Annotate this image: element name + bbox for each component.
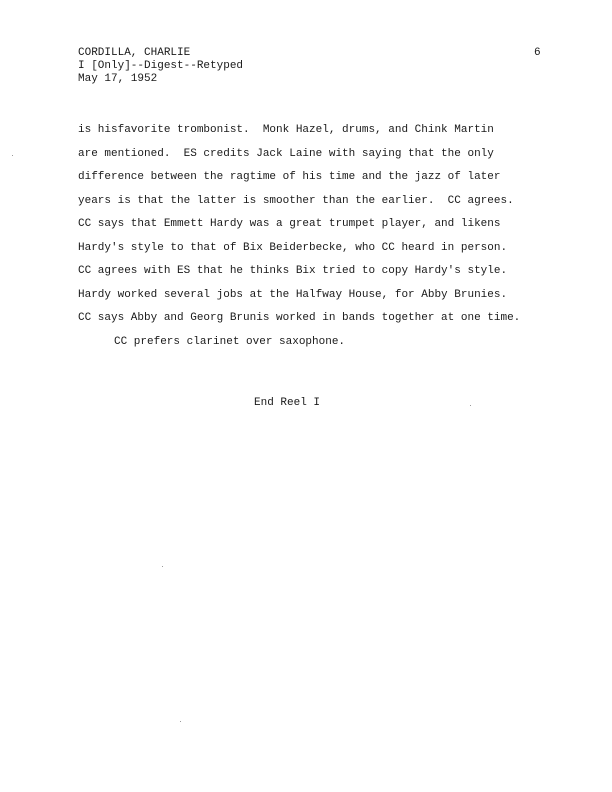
scan-speck <box>180 721 181 722</box>
end-reel-label: End Reel I <box>254 397 321 409</box>
body-line: CC agrees with ES that he thinks Bix tried to copy Hardy's style. <box>78 265 508 277</box>
body-line-indented: CC prefers clarinet over saxophone. <box>114 335 346 348</box>
body-line: years is that the latter is smoother than the earlier. CC agrees. <box>78 194 514 207</box>
body-line: is hisfavorite trombonist. Monk Hazel, drums, and Chink Martin <box>78 124 494 136</box>
body-line: Hardy worked several jobs at the Halfway House, for Abby Brunies. <box>78 288 508 301</box>
interview-date: May 17, 1952 <box>78 73 158 85</box>
document-header <box>78 47 243 86</box>
body-line: Hardy's style to that of Bix Beiderbecke, who CC heard in person. <box>78 241 508 254</box>
body-line: CC says that Emmett Hardy was a great trumpet player, and likens <box>78 218 501 230</box>
body-line: CC says Abby and Georg Brunis worked in bands together at one time. <box>78 312 521 324</box>
body-text <box>78 119 578 354</box>
scan-speck <box>470 405 471 406</box>
scan-speck <box>12 155 13 156</box>
reel-info: I [Only]--Digest--Retyped <box>78 60 244 72</box>
page-number: 6 <box>534 47 541 59</box>
body-line: are mentioned. ES credits Jack Laine with saying that the only <box>78 147 494 160</box>
scan-speck <box>162 566 163 567</box>
interviewee-name: CORDILLA, CHARLIE <box>78 47 191 59</box>
body-line: difference between the ragtime of his time and the jazz of later <box>78 171 501 183</box>
